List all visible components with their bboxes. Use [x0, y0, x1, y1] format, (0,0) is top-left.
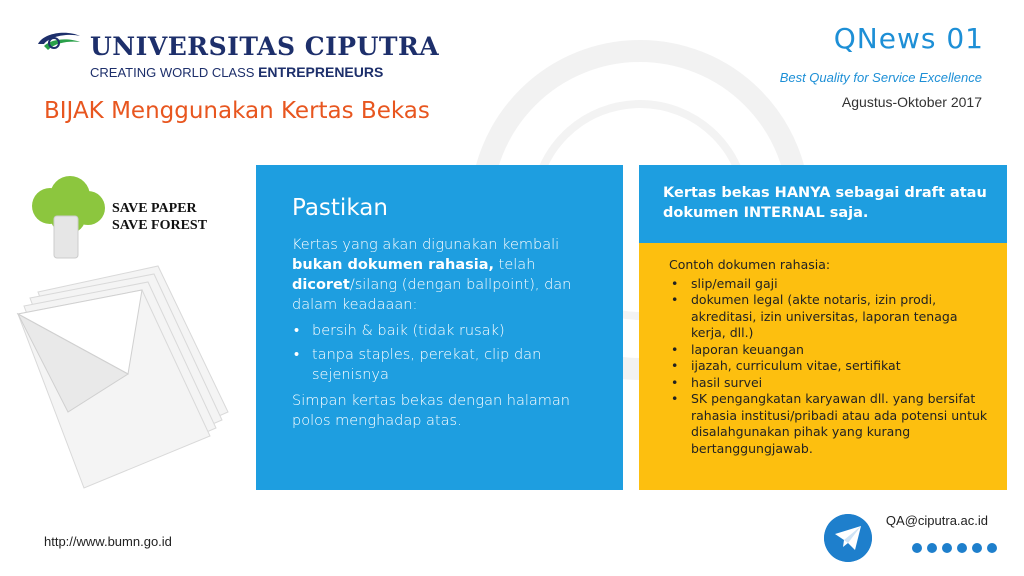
draft-note-panel: Kertas bekas HANYA sebagai draft atau dokumen INTERNAL saja. [639, 165, 1007, 243]
save-forest-line: SAVE FOREST [112, 218, 208, 233]
decorative-dots [912, 543, 1002, 555]
list-item: • dokumen legal (akte notaris, izin prodi, akreditasi, izin universitas, laporan tenaga kerja, dll.) [669, 292, 991, 342]
source-link[interactable]: http://www.bumn.go.id [44, 534, 172, 549]
pastikan-bullet: • tanpa staples, perekat, clip dan sejenisnya [292, 345, 587, 385]
dot-icon [987, 543, 997, 553]
list-item: • laporan keuangan [669, 342, 991, 359]
university-name: UNIVERSITAS CIPUTRA [90, 32, 440, 61]
save-paper-line: SAVE PAPER [112, 201, 197, 216]
logo-mark-icon [34, 30, 84, 56]
dot-icon [912, 543, 922, 553]
list-item: • slip/email gaji [669, 276, 991, 293]
pastikan-intro-2: telah [494, 257, 536, 273]
mail-icon[interactable] [824, 514, 872, 562]
dot-icon [972, 543, 982, 553]
newsletter-title: QNews 01 [833, 22, 984, 55]
paper-stack-icon [8, 262, 238, 492]
newsletter-period: Agustus-Oktober 2017 [841, 94, 982, 110]
list-item: • hasil survei [669, 375, 991, 392]
contact-email[interactable]: QA@ciputra.ac.id [885, 513, 988, 528]
pastikan-intro-1: Kertas yang akan digunakan kembali [292, 237, 560, 253]
pastikan-bullet: • bersih & baik (tidak rusak) [292, 321, 587, 341]
dot-icon [942, 543, 952, 553]
pastikan-title: Pastikan [292, 195, 388, 221]
pastikan-body [292, 235, 587, 431]
pastikan-closing: Simpan kertas bekas dengan halaman polos menghadap atas. [292, 393, 570, 429]
tagline-strong: ENTREPRENEURS [258, 64, 384, 80]
list-item: • ijazah, curriculum vitae, sertifikat [669, 358, 991, 375]
tree-icon [28, 176, 108, 266]
dot-icon [957, 543, 967, 553]
save-paper-label [112, 200, 207, 234]
dot-icon [927, 543, 937, 553]
university-tagline [90, 64, 383, 80]
confidential-heading: Contoh dokumen rahasia: [669, 257, 831, 272]
confidential-list [669, 276, 991, 458]
pastikan-intro-bold-2: dicoret [292, 277, 350, 293]
pastikan-intro-3: /silang (dengan ballpoint), dan dalam keadaaan: [292, 277, 572, 313]
confidential-docs-panel [639, 243, 1007, 490]
page-headline: BIJAK Menggunakan Kertas Bekas [44, 98, 430, 124]
tagline-prefix: CREATING WORLD CLASS [90, 65, 255, 80]
university-logo [34, 28, 440, 80]
pastikan-bullets [292, 321, 587, 385]
pastikan-panel [256, 165, 623, 490]
list-item: • SK pengangkatan karyawan dll. yang bersifat rahasia institusi/pribadi atau ada potensi untuk disalahgunakan pihak yang kurang bertanggungjawab. [669, 391, 991, 457]
newsletter-tagline: Best Quality for Service Excellence [779, 70, 982, 85]
pastikan-intro-bold-1: bukan dokumen rahasia, [292, 257, 495, 273]
